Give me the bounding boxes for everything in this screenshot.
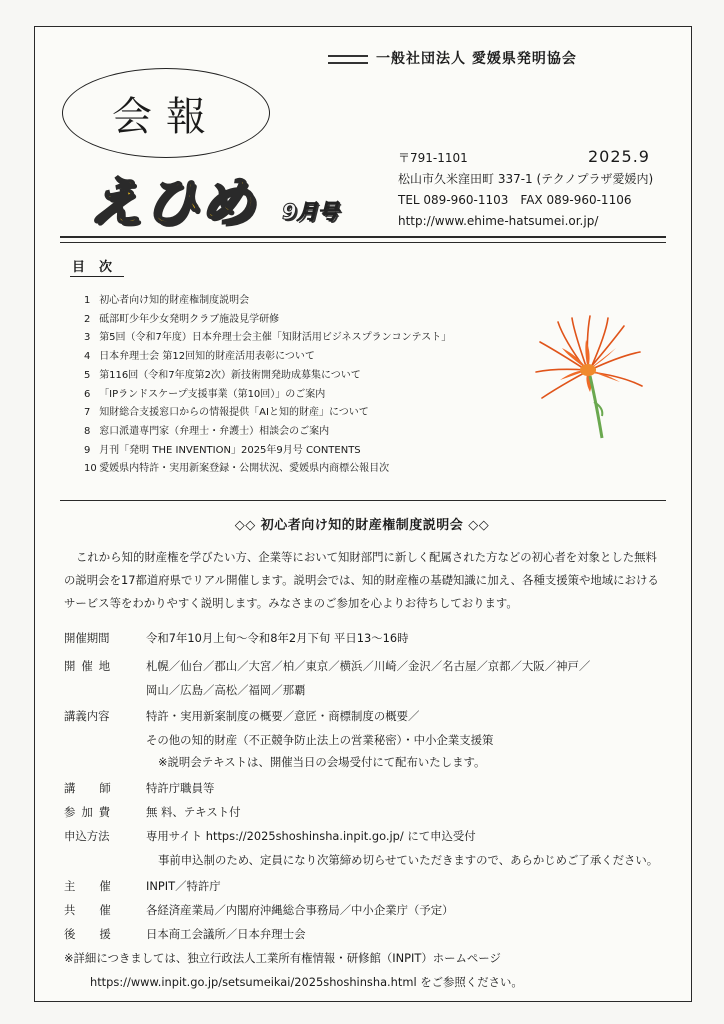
toc-num: 10 xyxy=(84,463,97,475)
apply-label: 申込方法 xyxy=(64,829,110,843)
toc-num: 3 xyxy=(84,332,91,344)
decorative-dash xyxy=(328,55,368,64)
toc-item[interactable] xyxy=(84,404,451,423)
phone-fax: TEL 089-960-1103 FAX 089-960-1106 xyxy=(398,193,632,207)
support-value: 日本商工会議所／日本弁理士会 xyxy=(146,927,306,941)
toc-item[interactable] xyxy=(84,329,451,348)
toc-text: 月刊「発明 THE INVENTION」2025年9月号 CONTENTS xyxy=(99,444,361,456)
toc-text: 第5回（令和7年度）日本弁理士会主催「知財活用ビジネスプランコンテスト」 xyxy=(99,332,452,344)
toc-num: 8 xyxy=(84,425,91,437)
section-intro: これから知的財産権を学びたい方、企業等において知財部門に新しく配属された方などの初心者を対象とした無料の説明会を17都道府県でリアル開催します。説明会では、知的財産権の基礎知識に加え、各種支援策や地域におけるサービス等をわかりやすく説明します。みなさまのご参加を心よりお待ちしております。 xyxy=(64,550,659,610)
apply-value-1[interactable]: 専用サイト https://2025shoshinsha.inpit.go.jp/ にて申込受付 xyxy=(146,829,476,843)
toc-num: 9 xyxy=(84,444,91,456)
apply-value-2: 事前申込制のため、定員になり次第締め切らせていただきますので、あらかじめご了承ください。 xyxy=(158,853,659,867)
toc-item[interactable] xyxy=(84,460,451,479)
address: 松山市久米窪田町 337-1 (テクノプラザ愛媛内) xyxy=(398,172,654,186)
issue-date: 2025.9 xyxy=(588,147,650,166)
toc-item[interactable] xyxy=(84,348,451,367)
toc-list xyxy=(84,292,451,479)
header-divider xyxy=(60,236,666,243)
host-value: INPIT／特許庁 xyxy=(146,879,221,893)
toc-item[interactable] xyxy=(84,367,451,386)
toc-text: 「IPランドスケープ支援事業（第10回）」のご案内 xyxy=(99,388,326,400)
lecturer-value: 特許庁職員等 xyxy=(146,781,215,795)
red-spider-lily-illustration xyxy=(528,312,648,442)
fee-value: 無 料、テキスト付 xyxy=(146,805,241,819)
ehime-logo: えひめ xyxy=(88,171,256,234)
toc-num: 4 xyxy=(84,351,91,363)
fee-label: 参加費 xyxy=(64,805,117,819)
content-label: 講義内容 xyxy=(64,709,110,723)
period-value: 令和7年10月上旬～令和8年2月下旬 平日13～16時 xyxy=(146,631,409,645)
support-label: 後援 xyxy=(64,927,135,941)
toc-num: 2 xyxy=(84,313,91,325)
toc-item[interactable] xyxy=(84,292,451,311)
detail-note: ※詳細につきましては、独立行政法人工業所有権情報・研修館（INPIT）ホームページ xyxy=(64,951,501,965)
toc-underline xyxy=(70,276,124,277)
host-label: 主催 xyxy=(64,879,135,893)
cohost-label: 共催 xyxy=(64,903,135,917)
toc-num: 5 xyxy=(84,369,91,381)
toc-text: 初心者向け知的財産権制度説明会 xyxy=(99,295,250,306)
content-value-1: 特許・実用新案制度の概要／意匠・商標制度の概要／ xyxy=(146,709,420,723)
detail-link[interactable]: https://www.inpit.go.jp/setsumeikai/2025shoshinsha.html をご参照ください。 xyxy=(90,975,523,989)
lecturer-label: 講師 xyxy=(64,781,135,795)
toc-item[interactable] xyxy=(84,442,451,461)
toc-text: 日本弁理士会 第12回知的財産活用表彰について xyxy=(99,351,315,363)
toc-num: 7 xyxy=(84,407,91,419)
website-link[interactable]: http://www.ehime-hatsumei.or.jp/ xyxy=(398,214,599,228)
toc-text: 窓口派遣専門家（弁理士・弁護士）相談会のご案内 xyxy=(99,425,330,437)
toc-divider xyxy=(60,500,666,501)
toc-text: 第116回（令和7年度第2次）新技術開発助成募集について xyxy=(99,369,361,381)
toc-item[interactable] xyxy=(84,386,451,405)
toc-title: 目次 xyxy=(72,260,127,275)
content-value-2: その他の知的財産（不正競争防止法上の営業秘密）・中小企業支援策 xyxy=(146,733,494,747)
kaiho-title: 会報 xyxy=(112,93,220,140)
venue-label: 開催地 xyxy=(64,659,117,673)
zip-code: 〒791-1101 xyxy=(398,151,468,165)
venue-value-2: 岡山／広島／高松／福岡／那覇 xyxy=(146,683,306,697)
issue-label: 9月号 xyxy=(282,200,339,224)
toc-text: 砥部町少年少女発明クラブ施設見学研修 xyxy=(99,313,280,325)
toc-item[interactable] xyxy=(84,311,451,330)
organization-label: 一般社団法人 愛媛県発明協会 xyxy=(376,51,577,67)
toc-item[interactable] xyxy=(84,423,451,442)
kaiho-oval xyxy=(62,68,270,158)
section-title: ◇◇ 初心者向け知的財産権制度説明会 ◇◇ xyxy=(234,518,490,533)
toc-text: 愛媛県内特許・実用新案登録・公開状況、愛媛県内商標公報目次 xyxy=(99,463,390,475)
toc-text: 知財総合支援窓口からの情報提供「AIと知的財産」について xyxy=(99,407,369,419)
toc-num: 6 xyxy=(84,388,91,400)
organization-name xyxy=(328,48,577,68)
address-block xyxy=(398,148,653,232)
period-label: 開催期間 xyxy=(64,631,110,645)
content-note: ※説明会テキストは、開催当日の会場受付にて配布いたします。 xyxy=(158,755,486,769)
cohost-value: 各経済産業局／内閣府沖縄総合事務局／中小企業庁（予定） xyxy=(146,903,454,917)
toc-num: 1 xyxy=(84,295,91,306)
venue-value-1: 札幌／仙台／郡山／大宮／柏／東京／横浜／川崎／金沢／名古屋／京都／大阪／神戸／ xyxy=(146,659,591,673)
